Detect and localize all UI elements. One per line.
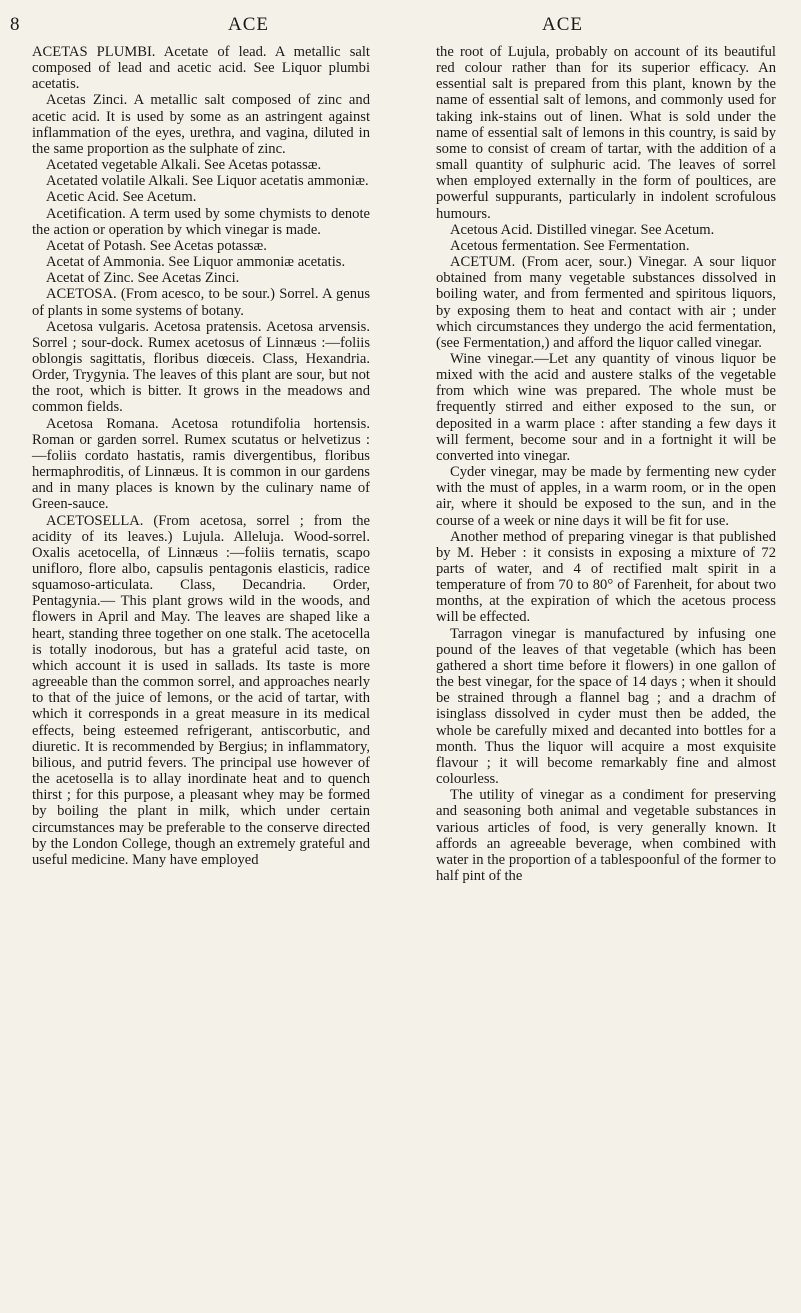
- entry-acetic-acid: Acetic Acid. See Acetum.: [46, 189, 197, 206]
- entry-acetous-fermentation: Acetous fermentation. See Fermentation.: [450, 237, 690, 254]
- left-column: [32, 44, 370, 868]
- running-header: [0, 14, 801, 36]
- entry-tarragon-vinegar: Tarragon vinegar is manufactured by infusing one pound of the leaves of that vegetable (which has been gathered a short time before it flowers) in one gallon of the best vinegar, for the space of 14 days ; when it should be strained through a flannel bag ; and a drachm of isinglass dissolved in cyder must then be added, the whole be carefully mixed and decanted into bottles for a month. Thus the liquor will acquire a most exquisite flavour ; it will become remarkably fine and almost colourless.: [436, 625, 776, 788]
- entry-acetosella: ACETOSELLA. (From acetosa, sorrel ; from the acidity of its leaves.) Lujula. Alleluja. Wood-sorrel. Oxalis acetocella, of Linnæus :—foliis ternatis, scapo unifloro, flore albo, capsulis pentagonis elasticis, radice squamoso-articulata. Class, Decandria. Order, Pentagynia.— This plant grows wild in the woods, and flowers in April and May. The leaves are shaped like a heart, standing three together on one stalk. The acetocella is totally inodorous, but has a grateful acid taste, on which account it is used in sallads. Its taste is more agreeable than the common sorrel, and approaches nearly to that of the juice of lemons, or the acid of tartar, with which it corresponds in a great measure in its medical effects, being esteemed refrigerant, antiscorbutic, and diuretic. It is recommended by Bergius; in inflammatory, bilious, and putrid fevers. The principal use however of the acetosella is to allay inordinate heat and to quench thirst ; for this purpose, a pleasant whey may be formed by boiling the plant in milk, which under certain circumstances may be preferable to the conserve directed by the London College, though an extremely grateful and useful medicine. Many have employed: [32, 512, 370, 868]
- entry-acetosa-romana: Acetosa Romana. Acetosa rotundifolia hortensis. Roman or garden sorrel. Rumex scutatus or helvetizus :—foliis cordato hastatis, ramis divergentibus, floribus hermaphroditis, of Linnæus. It is common in our gardens and in many places is known by the culinary name of Green-sauce.: [32, 415, 370, 513]
- right-column: [436, 44, 776, 884]
- entry-wine-vinegar: Wine vinegar.—Let any quantity of vinous liquor be mixed with the acid and austere stalks of the vegetable from which wine was prepared. The whole must be frequently stirred and either exposed to the sun, or deposited in a warm place : after standing a few days it will ferment, become sour and in a fortnight it will be converted into vinegar.: [436, 350, 776, 464]
- entry-acetosa-vulgaris: Acetosa vulgaris. Acetosa pratensis. Acetosa arvensis. Sorrel ; sour-dock. Rumex acetosus of Linnæus :—foliis oblongis sagittatis, floribus diœceis. Class, Hexandria. Order, Trygynia. The leaves of this plant are sour, but not the root, which is bitter. It grows in the meadows and common fields.: [32, 318, 370, 416]
- entry-heber-method: Another method of preparing vinegar is that published by M. Heber : it consists in exposing a mixture of 72 parts of water, and 4 of rectified malt spirit in a temperature of from 70 to 80° of Farenheit, for about two months, at the expiration of which the acetous process will be effected.: [436, 528, 776, 626]
- entry-acetosella-continued: the root of Lujula, probably on account of its beautiful red colour rather than for its superior efficacy. An essential salt is prepared from this plant, known by the name of essential salt of lemons, and commonly used for taking ink-stains out of linen. What is sold under the name of essential salt of lemons in this country, is said by some to consist of cream of tartar, with the addition of a small quantity of sulphuric acid. The leaves of sorrel when employed externally in the form of poultices, are powerful suppurants, particularly in indolent scrofulous humours.: [436, 44, 776, 222]
- entry-acetat-of-ammonia: Acetat of Ammonia. See Liquor ammoniæ acetatis.: [46, 254, 346, 271]
- running-head-left: ACE: [228, 14, 269, 35]
- entry-acetated-vegetable-alkali: Acetated vegetable Alkali. See Acetas potassæ.: [46, 157, 322, 174]
- entry-acetas-zinci: Acetas Zinci. A metallic salt composed of zinc and acetic acid. It is used by some as an astringent against inflammation of the eyes, urethra, and vagina, diluted in the same proportion as the sulphate of zinc.: [32, 92, 370, 157]
- entry-acetat-of-zinc: Acetat of Zinc. See Acetas Zinci.: [46, 270, 240, 287]
- entry-vinegar-utility: The utility of vinegar as a condiment for preserving and seasoning both animal and vegetable substances in various articles of food, is very generally known. It affords an agreeable beverage, when combined with water in the proportion of a tablespoonful of the former to half pint of the: [436, 787, 776, 884]
- entry-acetat-of-potash: Acetat of Potash. See Acetas potassæ.: [46, 237, 267, 254]
- entry-acetous-acid: Acetous Acid. Distilled vinegar. See Acetum.: [450, 221, 715, 238]
- entry-acetum: ACETUM. (From acer, sour.) Vinegar. A sour liquor obtained from many vegetable substances dissolved in boiling water, and from fermented and spiritous liquors, by exposing them to heat and contact with air ; under which circumstances they undergo the acid fermentation, (see Fermentation,) and afford the liquor called vinegar.: [436, 254, 776, 351]
- entry-acetas-plumbi: ACETAS PLUMBI. Acetate of lead. A metallic salt composed of lead and acetic acid. See Liquor plumbi acetatis.: [32, 44, 370, 93]
- entry-acetification: Acetification. A term used by some chymists to denote the action or operation by which vinegar is made.: [32, 205, 370, 238]
- page-number: 8: [10, 14, 20, 35]
- running-head-right: ACE: [542, 14, 583, 35]
- entry-cyder-vinegar: Cyder vinegar, may be made by fermenting new cyder with the must of apples, in a warm room, or in the open air, where it should be exposed to the sun, and in the course of a week or nine days it will be fit for use.: [436, 464, 776, 529]
- entry-acetosa: ACETOSA. (From acesco, to be sour.) Sorrel. A genus of plants in some systems of botany.: [32, 286, 370, 319]
- entry-acetated-volatile-alkali: Acetated volatile Alkali. See Liquor acetatis ammoniæ.: [46, 173, 369, 190]
